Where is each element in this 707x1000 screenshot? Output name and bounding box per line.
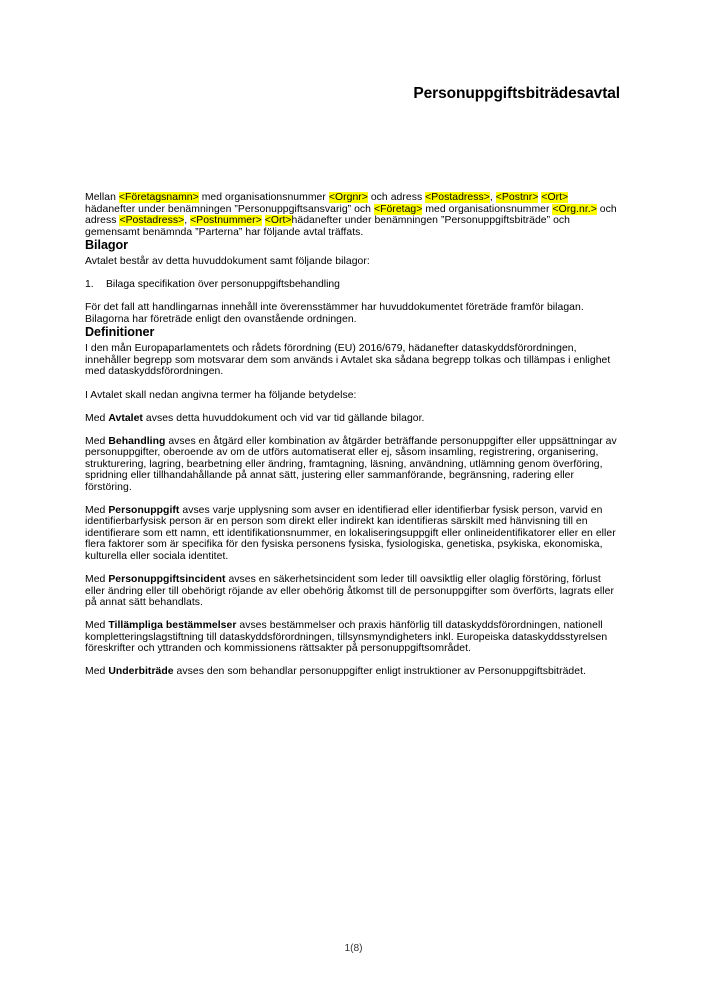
definition-lead: Med — [85, 620, 109, 632]
intro-text-4: , — [489, 192, 496, 203]
definition-underbitrade — [85, 666, 620, 678]
definition-body: avses varje upplysning som avser en identifierad eller identifierbar fysisk person, varvid en identifierbarfysisk person är en person som direkt eller indirekt kan identifieras särskilt med hänvisning till en identifierare som ett namn, ett identifikationsnummer, en lokaliseringsuppgift eller onlineidentifikatorer eller en eller flera faktorer som är specifika för den fysiska personens fysiska, fysiologiska, genetiska, psykiska, ekonomiska, kulturella eller sociala identitet. — [85, 504, 616, 563]
intro-text-6: hädanefter under benämningen ”Personuppgiftsansvarig” och — [85, 203, 374, 215]
definition-avtalet — [85, 413, 620, 425]
placeholder-orgnr: <Orgnr> — [328, 192, 368, 203]
definition-term: Personuppgiftsincident — [108, 574, 226, 586]
definition-body: avses en säkerhetsincident som leder till oavsiktlig eller olaglig förstöring, förlust eller ändring eller till obehörigt röjande av eller obehörig åtkomst till de personuppgifter som överförts, lagrats eller på annat sätt behandlats. — [85, 574, 614, 609]
section-heading-definitioner: Definitioner — [85, 325, 155, 340]
intro-paragraph — [85, 192, 620, 238]
bilagor-note: För det fall att handlingarnas innehåll inte överensstämmer har huvuddokumentet företräde framför bilagan. Bilagorna har företräde enligt den ovanstående ordningen. — [85, 302, 584, 325]
placeholder-postadress-2: <Postadress> — [119, 215, 185, 227]
definition-lead: Med — [85, 435, 109, 447]
definition-lead: Med — [85, 574, 109, 586]
intro-text-1: Mellan — [85, 192, 119, 203]
intro-text-7: med organisationsnummer — [422, 203, 553, 215]
definition-personuppgift — [85, 505, 620, 563]
definition-lead: Med — [85, 412, 109, 424]
list-item-marker: 1. — [85, 279, 94, 291]
intro-text-9: , — [184, 215, 191, 227]
bilagor-lead: Avtalet består av detta huvuddokument samt följande bilagor: — [85, 256, 370, 268]
definitioner-paragraph-1: I den mån Europaparlamentets och rådets förordning (EU) 2016/679, hädanefter dataskyddsförordningen, innehåller begrepp som motsvarar dem som används i Avtalet ska sådana begrepp tolkas och tillämpas i enlighet med dataskyddsförordningen. — [85, 343, 611, 378]
placeholder-postnummer: <Postnummer> — [190, 215, 262, 227]
definition-term: Personuppgift — [108, 504, 180, 516]
definition-lead: Med — [85, 504, 109, 516]
definition-term: Tillämpliga bestämmelser — [108, 620, 237, 632]
intro-text-2: med organisationsnummer — [198, 192, 329, 203]
placeholder-orgnr-punkt: <Org.nr.> — [552, 203, 597, 215]
placeholder-foretagsnamn: <Företagsnamn> — [118, 192, 199, 203]
definition-tillampliga-bestammelser — [85, 620, 620, 655]
definition-behandling — [85, 436, 620, 494]
definition-body: avses bestämmelser och praxis hänförlig till dataskyddsförordningen, nationell kompletteringslagstiftning till dataskyddsförordningen, tillsynsmyndigheters inkl. Europeiska dataskyddsstyrelsen föreskrifter och yttranden och kommissionens rättsakter på personuppgiftsområdet. — [85, 620, 608, 655]
list-item-text: Bilaga specifikation över personuppgiftsbehandling — [106, 279, 340, 291]
definition-body: avses en åtgärd eller kombination av åtgärder beträffande personuppgifter eller uppsättningar av personuppgifter, oberoende av om de utförs automatiserat eller ej, såsom insamling, registrering, organisering, strukturering, lagring, bearbetning eller ändring, framtagning, läsning, användning, utlämning genom överföring, spridning eller tillhandahållande på annat sätt, justering eller sammanförande, begränsning, radering eller förstöring. — [85, 435, 617, 493]
definition-body: avses detta huvuddokument och vid var tid gällande bilagor. — [142, 412, 425, 424]
page-number-footer: 1(8) — [344, 943, 363, 954]
document-title: Personuppgiftsbiträdesavtal — [413, 85, 620, 102]
definition-term: Behandling — [108, 435, 166, 447]
section-heading-bilagor: Bilagor — [85, 238, 129, 253]
definition-term: Avtalet — [108, 412, 143, 424]
intro-text-8: och adress — [85, 203, 617, 227]
definition-term: Underbiträde — [108, 666, 174, 678]
placeholder-postnr: <Postnr> — [495, 192, 539, 203]
intro-text-3: och adress — [367, 192, 426, 203]
placeholder-ort-2: <Ort> — [264, 215, 292, 227]
definitioner-paragraph-2: I Avtalet skall nedan angivna termer ha följande betydelse: — [85, 389, 357, 401]
placeholder-foretag: <Företag> — [373, 203, 423, 215]
intro-text-11: hädanefter under benämningen ”Personuppgiftsbiträde” och gemensamt benämnda ”Parterna” har följande avtal träffats. — [85, 215, 570, 238]
bilagor-list-item — [85, 279, 620, 291]
definition-personuppgiftsincident — [85, 574, 620, 609]
document-body — [85, 192, 620, 678]
definition-lead: Med — [85, 666, 109, 678]
placeholder-postadress-1: <Postadress> — [425, 192, 490, 203]
definition-body: avses den som behandlar personuppgifter enligt instruktioner av Personuppgiftsbiträdet. — [173, 666, 586, 678]
placeholder-ort-1: <Ort> — [541, 192, 569, 203]
